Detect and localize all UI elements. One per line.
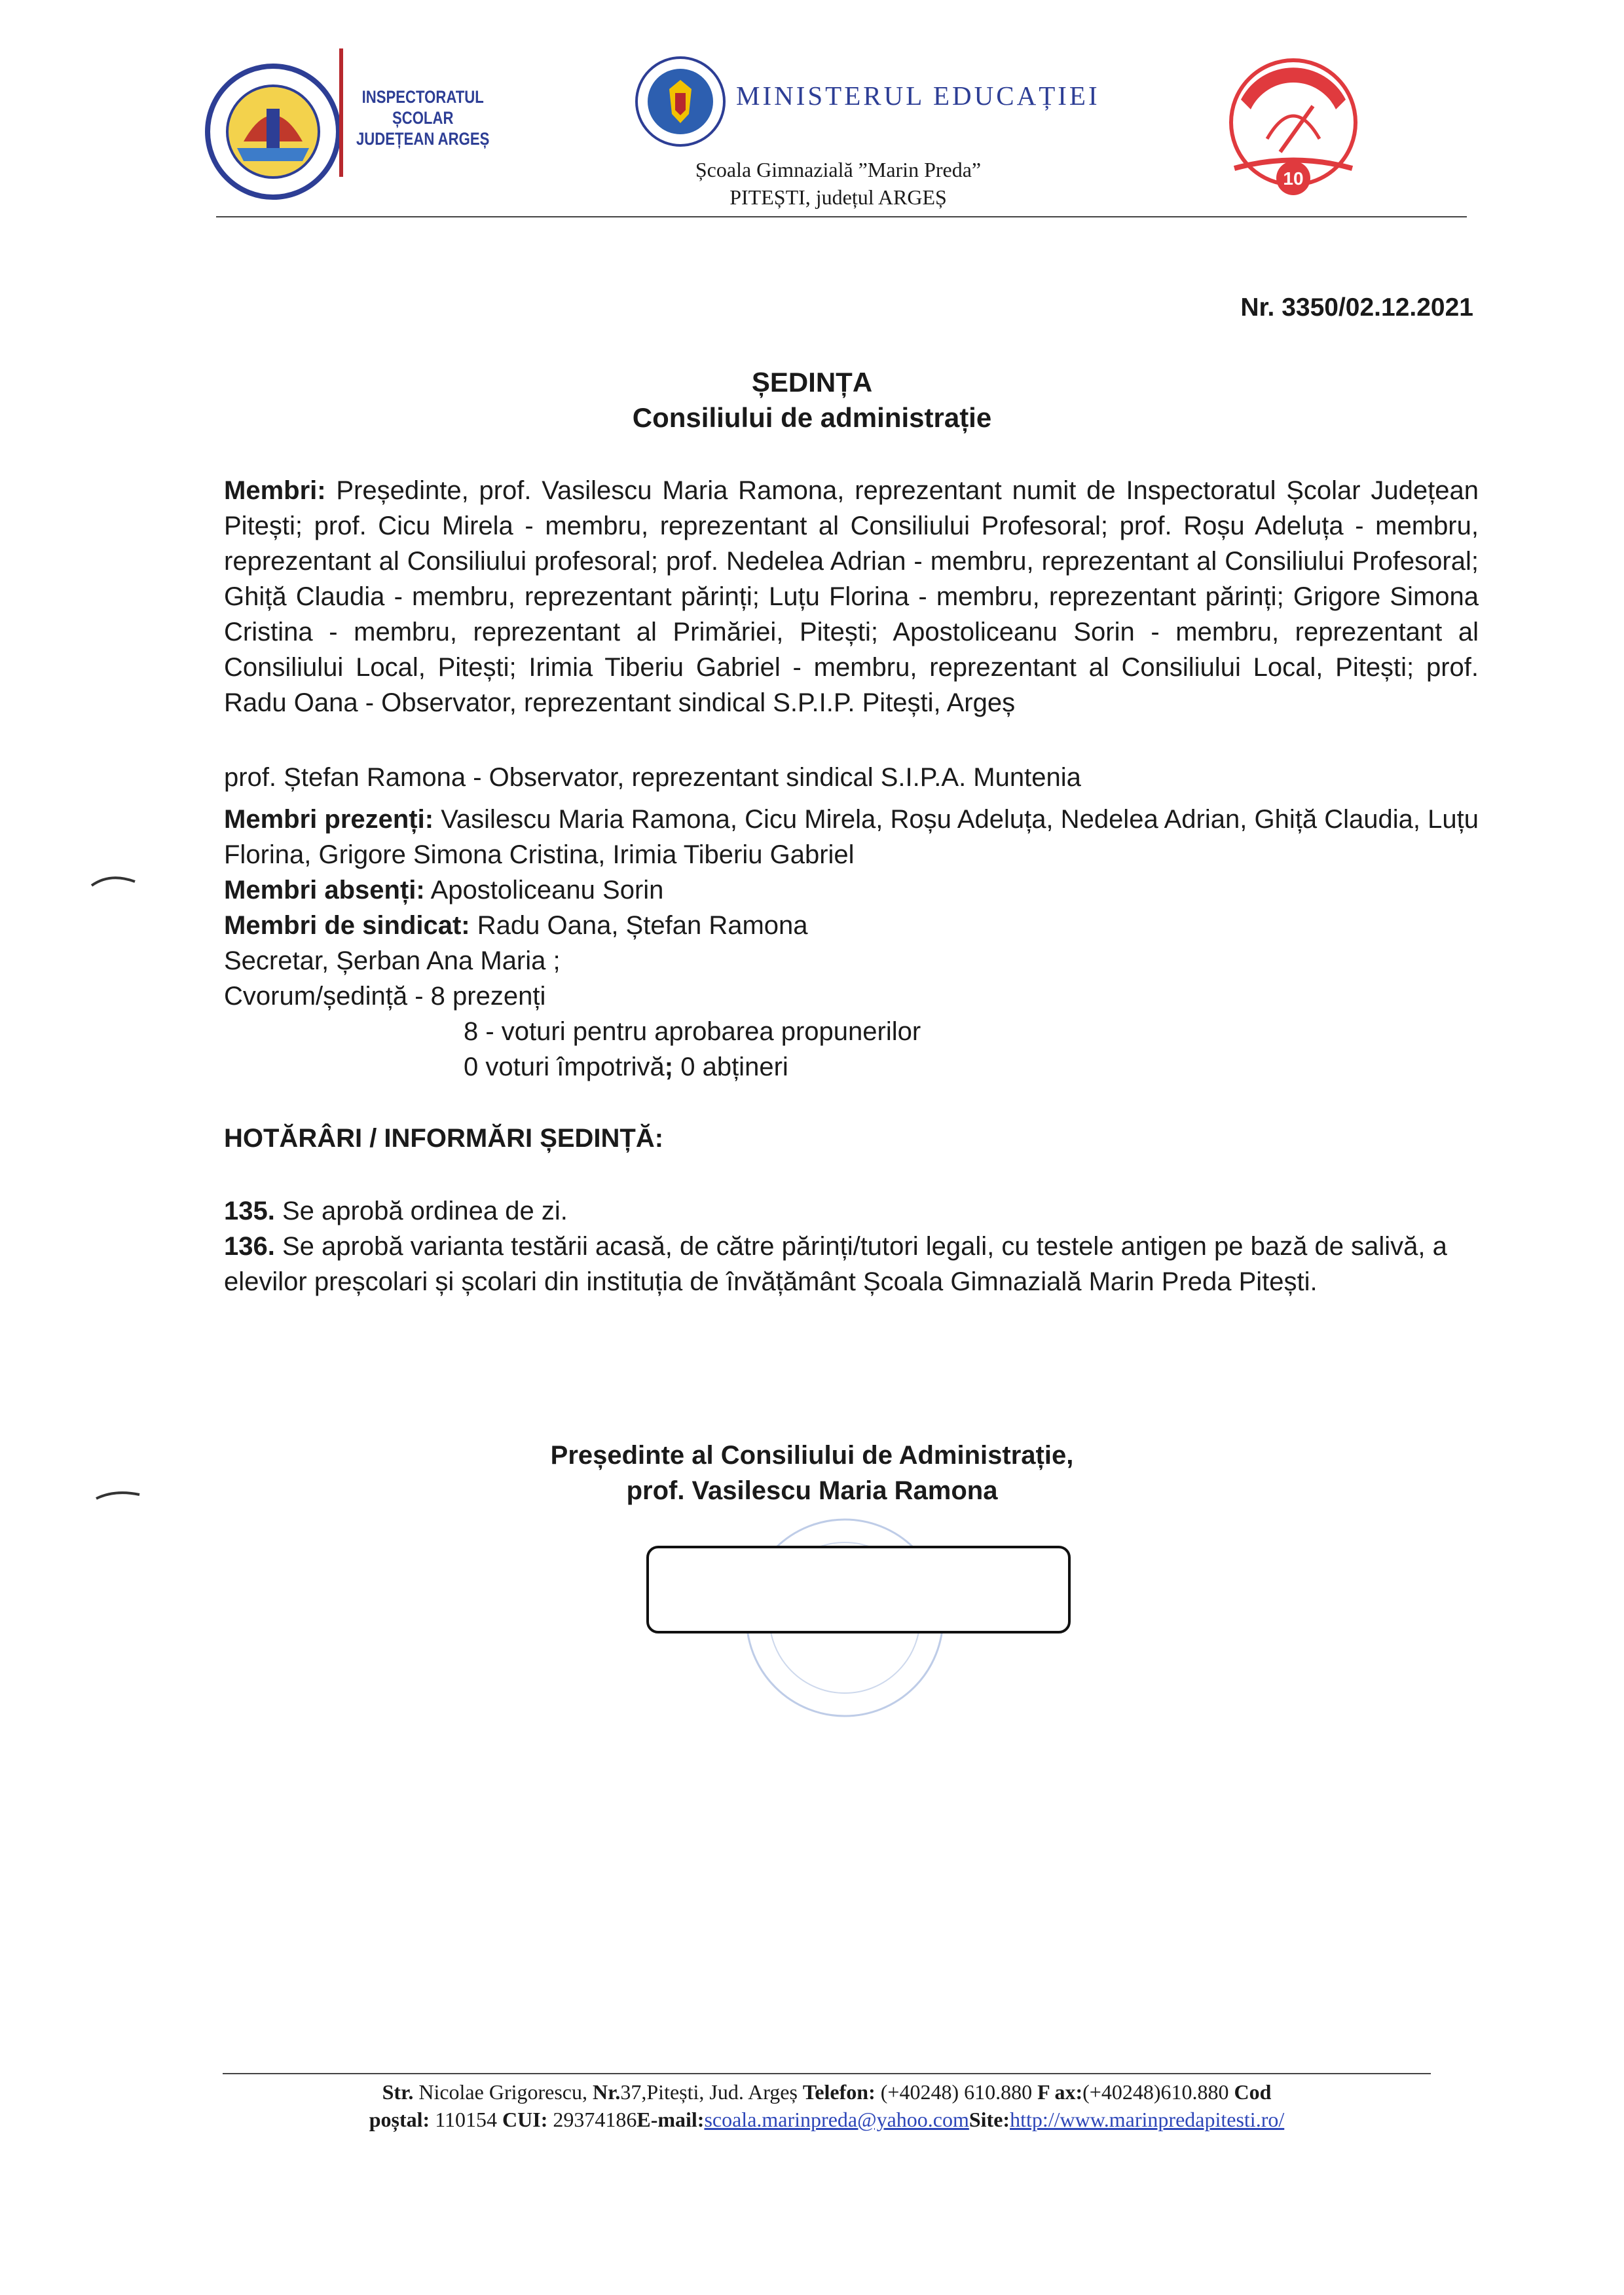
members-paragraph <box>224 473 1479 720</box>
school-logo <box>1215 54 1372 204</box>
school-city: PITEȘTI, județul ARGEȘ <box>729 185 947 209</box>
decision-item: 135. Se aprobă ordinea de zi. <box>224 1197 568 1225</box>
decisions-list <box>224 1193 1479 1299</box>
isj-logo <box>204 63 342 200</box>
scan-mark <box>90 871 136 891</box>
votes-for-line: 8 - voturi pentru aprobarea propunerilor <box>464 1017 921 1046</box>
secretary-line: Secretar, Șerban Ana Maria ; <box>224 946 561 975</box>
members-text: Președinte, prof. Vasilescu Maria Ramona, reprezentant numit de Inspectoratul Școlar Județean Pitești; prof. Cicu Mirela - membru, reprezentant al Consiliului Profesoral; prof. Roșu Adeluța - membru, reprezentant al Consiliului profesoral; prof. Nedelea Adrian - membru, reprezentant al Consiliului Profesoral; Ghiță Claudia - membru, reprezentant părinți; Luțu Florina - membru, reprezentant părinți; Grigore Simona Cristina - membru, reprezentant al Primăriei, Pitești; Apostoliceanu Sorin - membru, reprezentant al Consiliului Local, Pitești; Irimia Tiberiu Gabriel - membru, reprezentant al Consiliului Local, Pitești; prof. Radu Oana - Observator, reprezentant sindical S.P.I.P. Pitești, Argeș <box>224 476 1479 717</box>
website-link[interactable]: http://www.marinpredapitesti.ro/ <box>1010 2108 1285 2131</box>
absent-line <box>224 872 663 908</box>
union-label: Membri de sindicat: <box>224 911 470 940</box>
school-name: Școala Gimnazială ”Marin Preda” <box>695 158 982 181</box>
document-number: Nr. 3350/02.12.2021 <box>1240 293 1473 322</box>
union-line <box>224 908 808 943</box>
scan-mark <box>95 1487 141 1506</box>
isj-divider <box>339 48 343 177</box>
footer-divider <box>223 2073 1431 2074</box>
absent-label: Membri absenți: <box>224 876 425 905</box>
members-extra: prof. Ștefan Ramona - Observator, reprezentant sindical S.I.P.A. Muntenia <box>224 763 1081 792</box>
absent-text: Apostoliceanu Sorin <box>424 876 664 905</box>
school-logo-number: 10 <box>1283 168 1304 189</box>
decisions-title: HOTĂRÂRI / INFORMĂRI ȘEDINȚĂ: <box>224 1124 664 1153</box>
isj-name: INSPECTORATUL ȘCOLAR JUDEȚEAN ARGEȘ <box>356 87 490 149</box>
ministry-title: MINISTERUL EDUCAȚIEI <box>736 81 1100 111</box>
present-label: Membri prezenți: <box>224 805 434 834</box>
members-label: Membri: <box>224 476 326 505</box>
government-seal-icon <box>634 55 727 148</box>
present-text: Vasilescu Maria Ramona, Cicu Mirela, Roșu Adeluța, Nedelea Adrian, Ghiță Claudia, Luțu Florina, Grigore Simona Cristina, Irimia Tiberiu Gabriel <box>224 805 1479 869</box>
footer-address: Str. Nicolae Grigorescu, Nr.37,Pitești, Jud. Argeș Telefon: (+40248) 610.880 F ax:(+40248)610.880 Cod <box>382 2080 1272 2104</box>
decision-item: 136. Se aprobă varianta testării acasă, de către părinți/tutori legali, cu testele antigen pe bază de salivă, a elevilor preșcolari și școlari din instituția de învățământ Școala Gimnazială Marin Preda Pitești. <box>224 1232 1447 1296</box>
union-text: Radu Oana, Ștefan Ramona <box>470 911 808 940</box>
email-link[interactable]: scoala.marinpreda@yahoo.com <box>704 2108 969 2131</box>
page-subtitle: Consiliului de administrație <box>632 402 992 433</box>
votes-against-line: 0 voturi împotrivă; 0 abțineri <box>464 1053 788 1081</box>
redacted-signature <box>646 1546 1071 1633</box>
quorum-line: Cvorum/ședință - 8 prezenți <box>224 982 546 1011</box>
signature-name: prof. Vasilescu Maria Ramona <box>626 1476 998 1505</box>
signature-title: Președinte al Consiliului de Administrație, <box>550 1441 1074 1470</box>
header-divider <box>216 216 1467 217</box>
footer-contacts: poștal: 110154 CUI: 29374186E-mail:scoala.marinpreda@yahoo.comSite:http://www.marinpredapitesti.ro/ <box>369 2108 1285 2131</box>
page-title: ȘEDINȚA <box>751 367 873 398</box>
present-paragraph <box>224 802 1479 872</box>
